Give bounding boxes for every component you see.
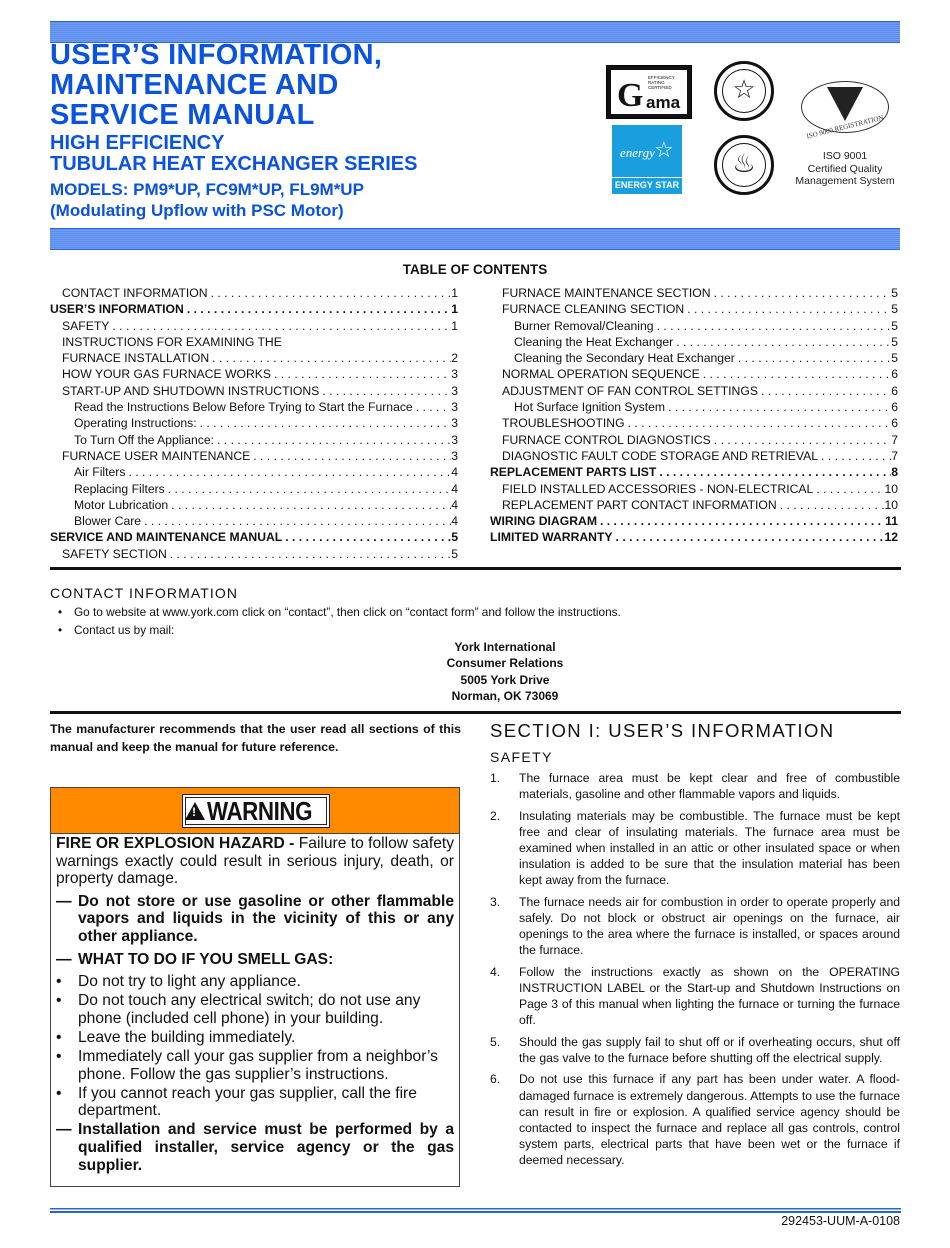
warning-badge bbox=[182, 794, 330, 828]
toc-page-number: 1 bbox=[451, 318, 458, 333]
section-heading: SECTION I: USER’S INFORMATION bbox=[490, 720, 835, 741]
toc-entry[interactable] bbox=[490, 285, 898, 301]
toc-entry-label: Air Filters bbox=[74, 465, 126, 480]
toc-leader-dots bbox=[271, 366, 451, 382]
manual-title bbox=[50, 40, 382, 130]
toc-leader-dots bbox=[711, 432, 891, 448]
toc-entry[interactable] bbox=[490, 334, 898, 350]
safety-item-number: 4. bbox=[490, 964, 501, 979]
toc-entry-label: SAFETY bbox=[62, 318, 110, 333]
toc-page-number: 6 bbox=[891, 400, 898, 415]
safety-item bbox=[490, 808, 900, 889]
toc-entry-label: LIMITED WARRANTY bbox=[490, 530, 613, 545]
warning-dash-item bbox=[56, 893, 454, 946]
toc-entry-label: Cleaning the Heat Exchanger bbox=[514, 334, 674, 349]
warning-label: WARNING bbox=[207, 795, 313, 826]
iso-caption-line: Certified Quality bbox=[807, 162, 883, 175]
safety-item bbox=[490, 770, 900, 802]
header-band-bottom bbox=[50, 228, 900, 250]
toc-page-number: 5 bbox=[451, 546, 458, 561]
toc-leader-dots bbox=[777, 497, 885, 513]
toc-page-number: 8 bbox=[891, 465, 898, 480]
toc-entry-label: NORMAL OPERATION SEQUENCE bbox=[502, 367, 700, 382]
warning-triangle-icon bbox=[185, 802, 205, 820]
warning-dash-item bbox=[56, 1121, 454, 1174]
toc-page-number: 3 bbox=[451, 448, 458, 463]
warning-dash-item bbox=[56, 951, 454, 969]
warning-box bbox=[50, 787, 460, 1187]
toc-page-number: 6 bbox=[891, 367, 898, 382]
address-line: Norman, OK 73069 bbox=[451, 688, 559, 703]
toc-page-number: 4 bbox=[451, 497, 458, 512]
mailing-address bbox=[0, 639, 950, 704]
subtitle-line: HIGH EFFICIENCY bbox=[50, 132, 225, 154]
toc-leader-dots bbox=[673, 334, 891, 350]
address-line: Consumer Relations bbox=[446, 656, 564, 671]
toc-entry[interactable] bbox=[490, 464, 898, 480]
safety-item-text: Do not use this furnace if any part has been under water. A flood-damaged furnace is extremely dangerous. Attempts to use the furnace can result in fire or explosion. A qualified service agency should be contacted to inspect the furnace and replace all gas controls, control system parts, electrical parts that have been wet or the furnace if deemed necessary. bbox=[519, 1072, 900, 1168]
toc-entry-label: Replacing Filters bbox=[74, 481, 165, 496]
iso-ring-text: ISO 9000 REGISTRATION bbox=[805, 113, 885, 141]
toc-leader-dots bbox=[125, 464, 451, 480]
toc-page-number: 5 bbox=[451, 530, 458, 545]
gama-small-line: CERTIFIED bbox=[648, 85, 672, 90]
contact-website-text[interactable]: Go to website at www.york.com click on “contact”, then click on “contact form” and follow the instructions. bbox=[74, 605, 621, 619]
address-line: York International bbox=[454, 640, 556, 654]
warning-bullet bbox=[56, 992, 454, 1027]
address-line: 5005 York Drive bbox=[460, 672, 550, 687]
toc-entry-label: CONTACT INFORMATION bbox=[62, 286, 208, 300]
toc-leader-dots bbox=[758, 383, 891, 399]
contact-bullets bbox=[58, 603, 621, 639]
toc-leader-dots bbox=[700, 366, 891, 382]
bullet-mark: • bbox=[56, 992, 62, 1010]
warning-bullet bbox=[56, 973, 454, 991]
section-divider bbox=[50, 567, 901, 570]
safety-heading: SAFETY bbox=[490, 749, 553, 765]
toc-leader-dots bbox=[109, 318, 451, 334]
toc-page-number: 5 bbox=[891, 351, 898, 366]
toc-entry[interactable] bbox=[50, 546, 458, 562]
toc-entry-label: FIELD INSTALLED ACCESSORIES - NON-ELECTRICAL bbox=[502, 481, 814, 496]
gama-g-mark: G bbox=[617, 77, 644, 114]
toc-entry[interactable] bbox=[490, 301, 898, 317]
section-divider bbox=[50, 711, 901, 714]
toc-page-number: 11 bbox=[885, 514, 898, 529]
warning-body bbox=[51, 834, 459, 1174]
toc-entry[interactable] bbox=[50, 497, 458, 513]
toc-leader-dots bbox=[665, 399, 891, 415]
safety-item-number: 5. bbox=[490, 1034, 501, 1049]
toc-entry[interactable] bbox=[50, 464, 458, 480]
toc-left-column bbox=[50, 285, 458, 562]
toc-leader-dots bbox=[184, 301, 451, 317]
toc-page-number: 3 bbox=[451, 383, 458, 398]
toc-page-number: 3 bbox=[451, 400, 458, 415]
design-certified-seal bbox=[714, 61, 774, 121]
manufacturer-recommendation: The manufacturer recommends that the user read all sections of this manual and keep the manual for future reference. bbox=[50, 722, 461, 754]
toc-page-number: 7 bbox=[891, 448, 898, 463]
toc-page-number: 2 bbox=[451, 351, 458, 366]
flame-certified-seal bbox=[714, 135, 774, 195]
bullet-text: Leave the building immediately. bbox=[78, 1028, 296, 1046]
safety-item-number: 6. bbox=[490, 1072, 501, 1087]
bullet-mark: • bbox=[58, 605, 63, 619]
footer-rule bbox=[50, 1208, 901, 1213]
toc-page-number: 3 bbox=[451, 416, 458, 431]
toc-leader-dots bbox=[625, 415, 892, 431]
contact-heading: CONTACT INFORMATION bbox=[50, 585, 239, 601]
bullet-mark: • bbox=[56, 1084, 62, 1102]
warning-bullet bbox=[56, 1048, 454, 1083]
toc-entry-label: INSTRUCTIONS FOR EXAMINING THE bbox=[62, 334, 282, 349]
safety-item-text: Insulating materials may be combustible. The furnace must be kept free and clear of insulating materials. The furnace area must be examined when installed in an attic or other insulated space or when insulation is added to be sure that the insulation material has been kept away from the furnace. bbox=[519, 808, 900, 888]
toc-entry[interactable] bbox=[50, 350, 458, 366]
toc-entry-label: FURNACE CONTROL DIAGNOSTICS bbox=[502, 432, 711, 447]
toc-leader-dots bbox=[214, 432, 451, 448]
toc-entry-label: Read the Instructions Below Before Trying to Start the Furnace bbox=[74, 400, 413, 415]
toc-page-number: 4 bbox=[451, 514, 458, 529]
toc-entry-label: WIRING DIAGRAM bbox=[490, 514, 597, 529]
toc-leader-dots bbox=[168, 497, 451, 513]
safety-item-text: Follow the instructions exactly as shown on the OPERATING INSTRUCTION LABEL or the Start-up and Shutdown Instructions on Page 3 of this manual when lighting the furnace or turning the furnace off. bbox=[519, 964, 900, 1028]
toc-page-number: 5 bbox=[891, 334, 898, 349]
toc-leader-dots bbox=[209, 350, 451, 366]
toc-entry-label: REPLACEMENT PART CONTACT INFORMATION bbox=[502, 497, 777, 512]
toc-entry[interactable] bbox=[490, 383, 898, 399]
dash-text: WHAT TO DO IF YOU SMELL GAS: bbox=[78, 950, 334, 968]
toc-leader-dots bbox=[282, 529, 451, 545]
toc-leader-dots bbox=[167, 546, 451, 562]
toc-entry[interactable] bbox=[490, 432, 898, 448]
bullet-mark: • bbox=[56, 973, 62, 991]
iso-caption-line: Management System bbox=[795, 175, 895, 187]
warning-header bbox=[51, 788, 459, 834]
iso-registration-logo bbox=[797, 79, 893, 141]
toc-leader-dots bbox=[654, 318, 892, 334]
energy-star-label: ENERGY STAR bbox=[612, 177, 682, 190]
safety-item-number: 2. bbox=[490, 808, 501, 823]
toc-entry-label: START-UP AND SHUTDOWN INSTRUCTIONS bbox=[62, 383, 320, 398]
series-subtitle bbox=[50, 133, 417, 175]
toc-entry-label: Hot Surface Ignition System bbox=[514, 400, 666, 415]
toc-entry[interactable] bbox=[50, 285, 458, 301]
toc-entry[interactable] bbox=[50, 399, 458, 415]
toc-entry[interactable] bbox=[490, 448, 898, 464]
toc-right-column bbox=[490, 285, 898, 546]
toc-leader-dots bbox=[250, 448, 451, 464]
models-block bbox=[50, 179, 364, 221]
title-line: MAINTENANCE AND bbox=[50, 69, 339, 101]
document-id: 292453-UUM-A-0108 bbox=[781, 1214, 900, 1228]
toc-entry[interactable] bbox=[50, 432, 458, 448]
toc-entry[interactable] bbox=[490, 529, 898, 545]
toc-page-number: 4 bbox=[451, 481, 458, 496]
toc-entry-label: Cleaning the Secondary Heat Exchanger bbox=[514, 351, 735, 366]
toc-leader-dots bbox=[735, 350, 891, 366]
subtitle-line: TUBULAR HEAT EXCHANGER SERIES bbox=[50, 153, 418, 175]
toc-leader-dots bbox=[684, 301, 891, 317]
toc-page-number: 10 bbox=[884, 481, 898, 496]
toc-entry[interactable] bbox=[50, 529, 458, 545]
toc-entry-label: Operating Instructions: bbox=[74, 416, 197, 431]
toc-entry[interactable] bbox=[490, 415, 898, 431]
bullet-mark: • bbox=[58, 623, 63, 637]
toc-page-number: 10 bbox=[884, 497, 898, 512]
warning-bullet bbox=[56, 1085, 454, 1120]
toc-entry-label: USER’S INFORMATION bbox=[50, 302, 184, 317]
toc-entry[interactable] bbox=[50, 334, 458, 350]
contact-bullet bbox=[58, 603, 621, 621]
toc-entry[interactable] bbox=[490, 481, 898, 497]
safety-item-text: The furnace needs air for combustion in order to operate properly and safely. Do not block or obstruct air openings on the furnace, air openings to the area where the furnace is installed, or spaces around the furnace. bbox=[519, 894, 900, 958]
title-line: SERVICE MANUAL bbox=[50, 99, 315, 131]
toc-leader-dots bbox=[711, 285, 892, 301]
toc-entry-label: DIAGNOSTIC FAULT CODE STORAGE AND RETRIEVAL bbox=[502, 448, 819, 463]
toc-leader-dots bbox=[818, 448, 891, 464]
bullet-text: Do not try to light any appliance. bbox=[78, 973, 301, 991]
toc-entry[interactable] bbox=[490, 366, 898, 382]
contact-bullet bbox=[58, 621, 621, 639]
toc-entry[interactable] bbox=[50, 366, 458, 382]
gama-small-line: RATING bbox=[648, 80, 665, 85]
toc-entry-label: FURNACE USER MAINTENANCE bbox=[62, 448, 251, 463]
toc-entry-label: SERVICE AND MAINTENANCE MANUAL bbox=[50, 530, 283, 545]
toc-entry-label: REPLACEMENT PARTS LIST bbox=[490, 465, 657, 480]
dash-text: Do not store or use gasoline or other flammable vapors and liquids in the vicinity of this or any other appliance. bbox=[78, 892, 454, 945]
toc-entry[interactable] bbox=[490, 497, 898, 513]
gama-logo bbox=[606, 65, 692, 119]
energy-script: energy bbox=[620, 145, 655, 160]
star-seal-icon: ☆ bbox=[732, 74, 756, 104]
variant-line: (Modulating Upflow with PSC Motor) bbox=[50, 201, 344, 220]
models-line: MODELS: PM9*UP, FC9M*UP, FL9M*UP bbox=[50, 180, 364, 199]
toc-entry-label: Burner Removal/Cleaning bbox=[514, 318, 654, 333]
toc-page-number: 5 bbox=[891, 318, 898, 333]
toc-leader-dots bbox=[613, 529, 885, 545]
safety-list bbox=[490, 770, 900, 1174]
toc-page-number: 6 bbox=[891, 383, 898, 398]
toc-entry-label: FURNACE INSTALLATION bbox=[62, 351, 210, 366]
hazard-statement bbox=[56, 835, 454, 888]
toc-page-number: 7 bbox=[891, 432, 898, 447]
toc-entry-label: To Turn Off the Appliance: bbox=[74, 432, 215, 447]
bullet-text: If you cannot reach your gas supplier, call the fire department. bbox=[78, 1084, 417, 1120]
toc-title: TABLE OF CONTENTS bbox=[402, 262, 548, 277]
toc-entry-label: Motor Lubrication bbox=[74, 497, 169, 512]
toc-entry-label: Blower Care bbox=[74, 514, 142, 529]
safety-item bbox=[490, 1071, 900, 1168]
toc-leader-dots bbox=[813, 481, 884, 497]
iso-caption-line: ISO 9001 bbox=[822, 150, 868, 162]
toc-page-number: 6 bbox=[891, 416, 898, 431]
toc-entry-label: TROUBLESHOOTING bbox=[502, 416, 625, 431]
toc-leader-dots bbox=[141, 513, 451, 529]
toc-leader-dots bbox=[597, 513, 885, 529]
star-icon: ☆ bbox=[654, 137, 674, 162]
toc-page-number: 1 bbox=[451, 302, 458, 317]
safety-item-number: 1. bbox=[490, 771, 501, 785]
warning-bullet bbox=[56, 1029, 454, 1047]
hazard-text: Failure to follow safety warnings exactly could result in serious injury, death, or property damage. bbox=[56, 835, 454, 888]
toc-entry[interactable] bbox=[50, 448, 458, 464]
safety-item bbox=[490, 894, 900, 959]
toc-entry[interactable] bbox=[490, 399, 898, 415]
gama-small-line: EFFICIENCY bbox=[648, 75, 675, 80]
toc-page-number: 4 bbox=[451, 465, 458, 480]
iso-caption bbox=[790, 150, 900, 188]
bullet-mark: • bbox=[56, 1028, 62, 1046]
toc-page-number: 12 bbox=[884, 530, 898, 545]
toc-page-number: 5 bbox=[891, 302, 898, 317]
safety-item-number: 3. bbox=[490, 894, 501, 909]
toc-leader-dots bbox=[319, 383, 451, 399]
safety-item bbox=[490, 1034, 900, 1066]
toc-entry-label: ADJUSTMENT OF FAN CONTROL SETTINGS bbox=[502, 383, 758, 398]
toc-page-number: 3 bbox=[451, 367, 458, 382]
flame-seal-icon: ♨ bbox=[732, 148, 756, 178]
gama-small-text bbox=[648, 75, 675, 90]
title-line: USER’S INFORMATION, bbox=[50, 39, 383, 71]
safety-item-text: Should the gas supply fail to shut off or if overheating occurs, shut off the gas valve to the furnace before shutting off the electrical supply. bbox=[519, 1034, 900, 1065]
hazard-lead: FIRE OR EXPLOSION HAZARD - bbox=[56, 835, 295, 852]
safety-item bbox=[490, 964, 900, 1029]
toc-entry-label: FURNACE CLEANING SECTION bbox=[502, 302, 685, 317]
bullet-mark: • bbox=[56, 1048, 62, 1066]
safety-item-text: The furnace area must be kept clear and free of combustible materials, gasoline and other flammable vapors and liquids. bbox=[519, 771, 900, 802]
toc-entry[interactable] bbox=[50, 415, 458, 431]
dash-mark: — bbox=[56, 950, 72, 968]
toc-entry[interactable] bbox=[50, 481, 458, 497]
toc-page-number: 5 bbox=[891, 286, 898, 300]
dash-mark: — bbox=[56, 1121, 72, 1139]
toc-entry[interactable] bbox=[490, 350, 898, 366]
iso-triangle-icon bbox=[827, 87, 863, 121]
toc-leader-dots bbox=[413, 399, 452, 415]
toc-entry[interactable] bbox=[50, 383, 458, 399]
toc-entry[interactable] bbox=[490, 513, 898, 529]
toc-entry-label: FURNACE MAINTENANCE SECTION bbox=[502, 286, 711, 300]
bullet-text: Immediately call your gas supplier from a neighbor’s phone. Follow the gas supplier’s instructions. bbox=[78, 1048, 438, 1083]
gama-ama-mark: ama bbox=[646, 93, 681, 112]
toc-entry-label: SAFETY SECTION bbox=[62, 546, 167, 561]
toc-entry[interactable] bbox=[50, 318, 458, 334]
toc-entry[interactable] bbox=[50, 513, 458, 529]
toc-entry-label: HOW YOUR GAS FURNACE WORKS bbox=[62, 367, 272, 382]
bullet-text: Do not touch any electrical switch; do not use any phone (included cell phone) in your building. bbox=[78, 992, 421, 1027]
toc-entry[interactable] bbox=[50, 301, 458, 317]
toc-leader-dots bbox=[208, 285, 452, 301]
energy-star-logo bbox=[612, 125, 682, 194]
toc-leader-dots bbox=[165, 481, 451, 497]
toc-page-number: 1 bbox=[451, 286, 458, 300]
dash-mark: — bbox=[56, 892, 72, 910]
toc-leader-dots bbox=[197, 415, 452, 431]
toc-entry[interactable] bbox=[490, 318, 898, 334]
toc-leader-dots bbox=[656, 464, 891, 480]
toc-page-number: 3 bbox=[451, 432, 458, 447]
contact-mail-text: Contact us by mail: bbox=[74, 623, 175, 637]
dash-text: Installation and service must be performed by a qualified installer, service agency or the gas supplier. bbox=[78, 1121, 454, 1174]
